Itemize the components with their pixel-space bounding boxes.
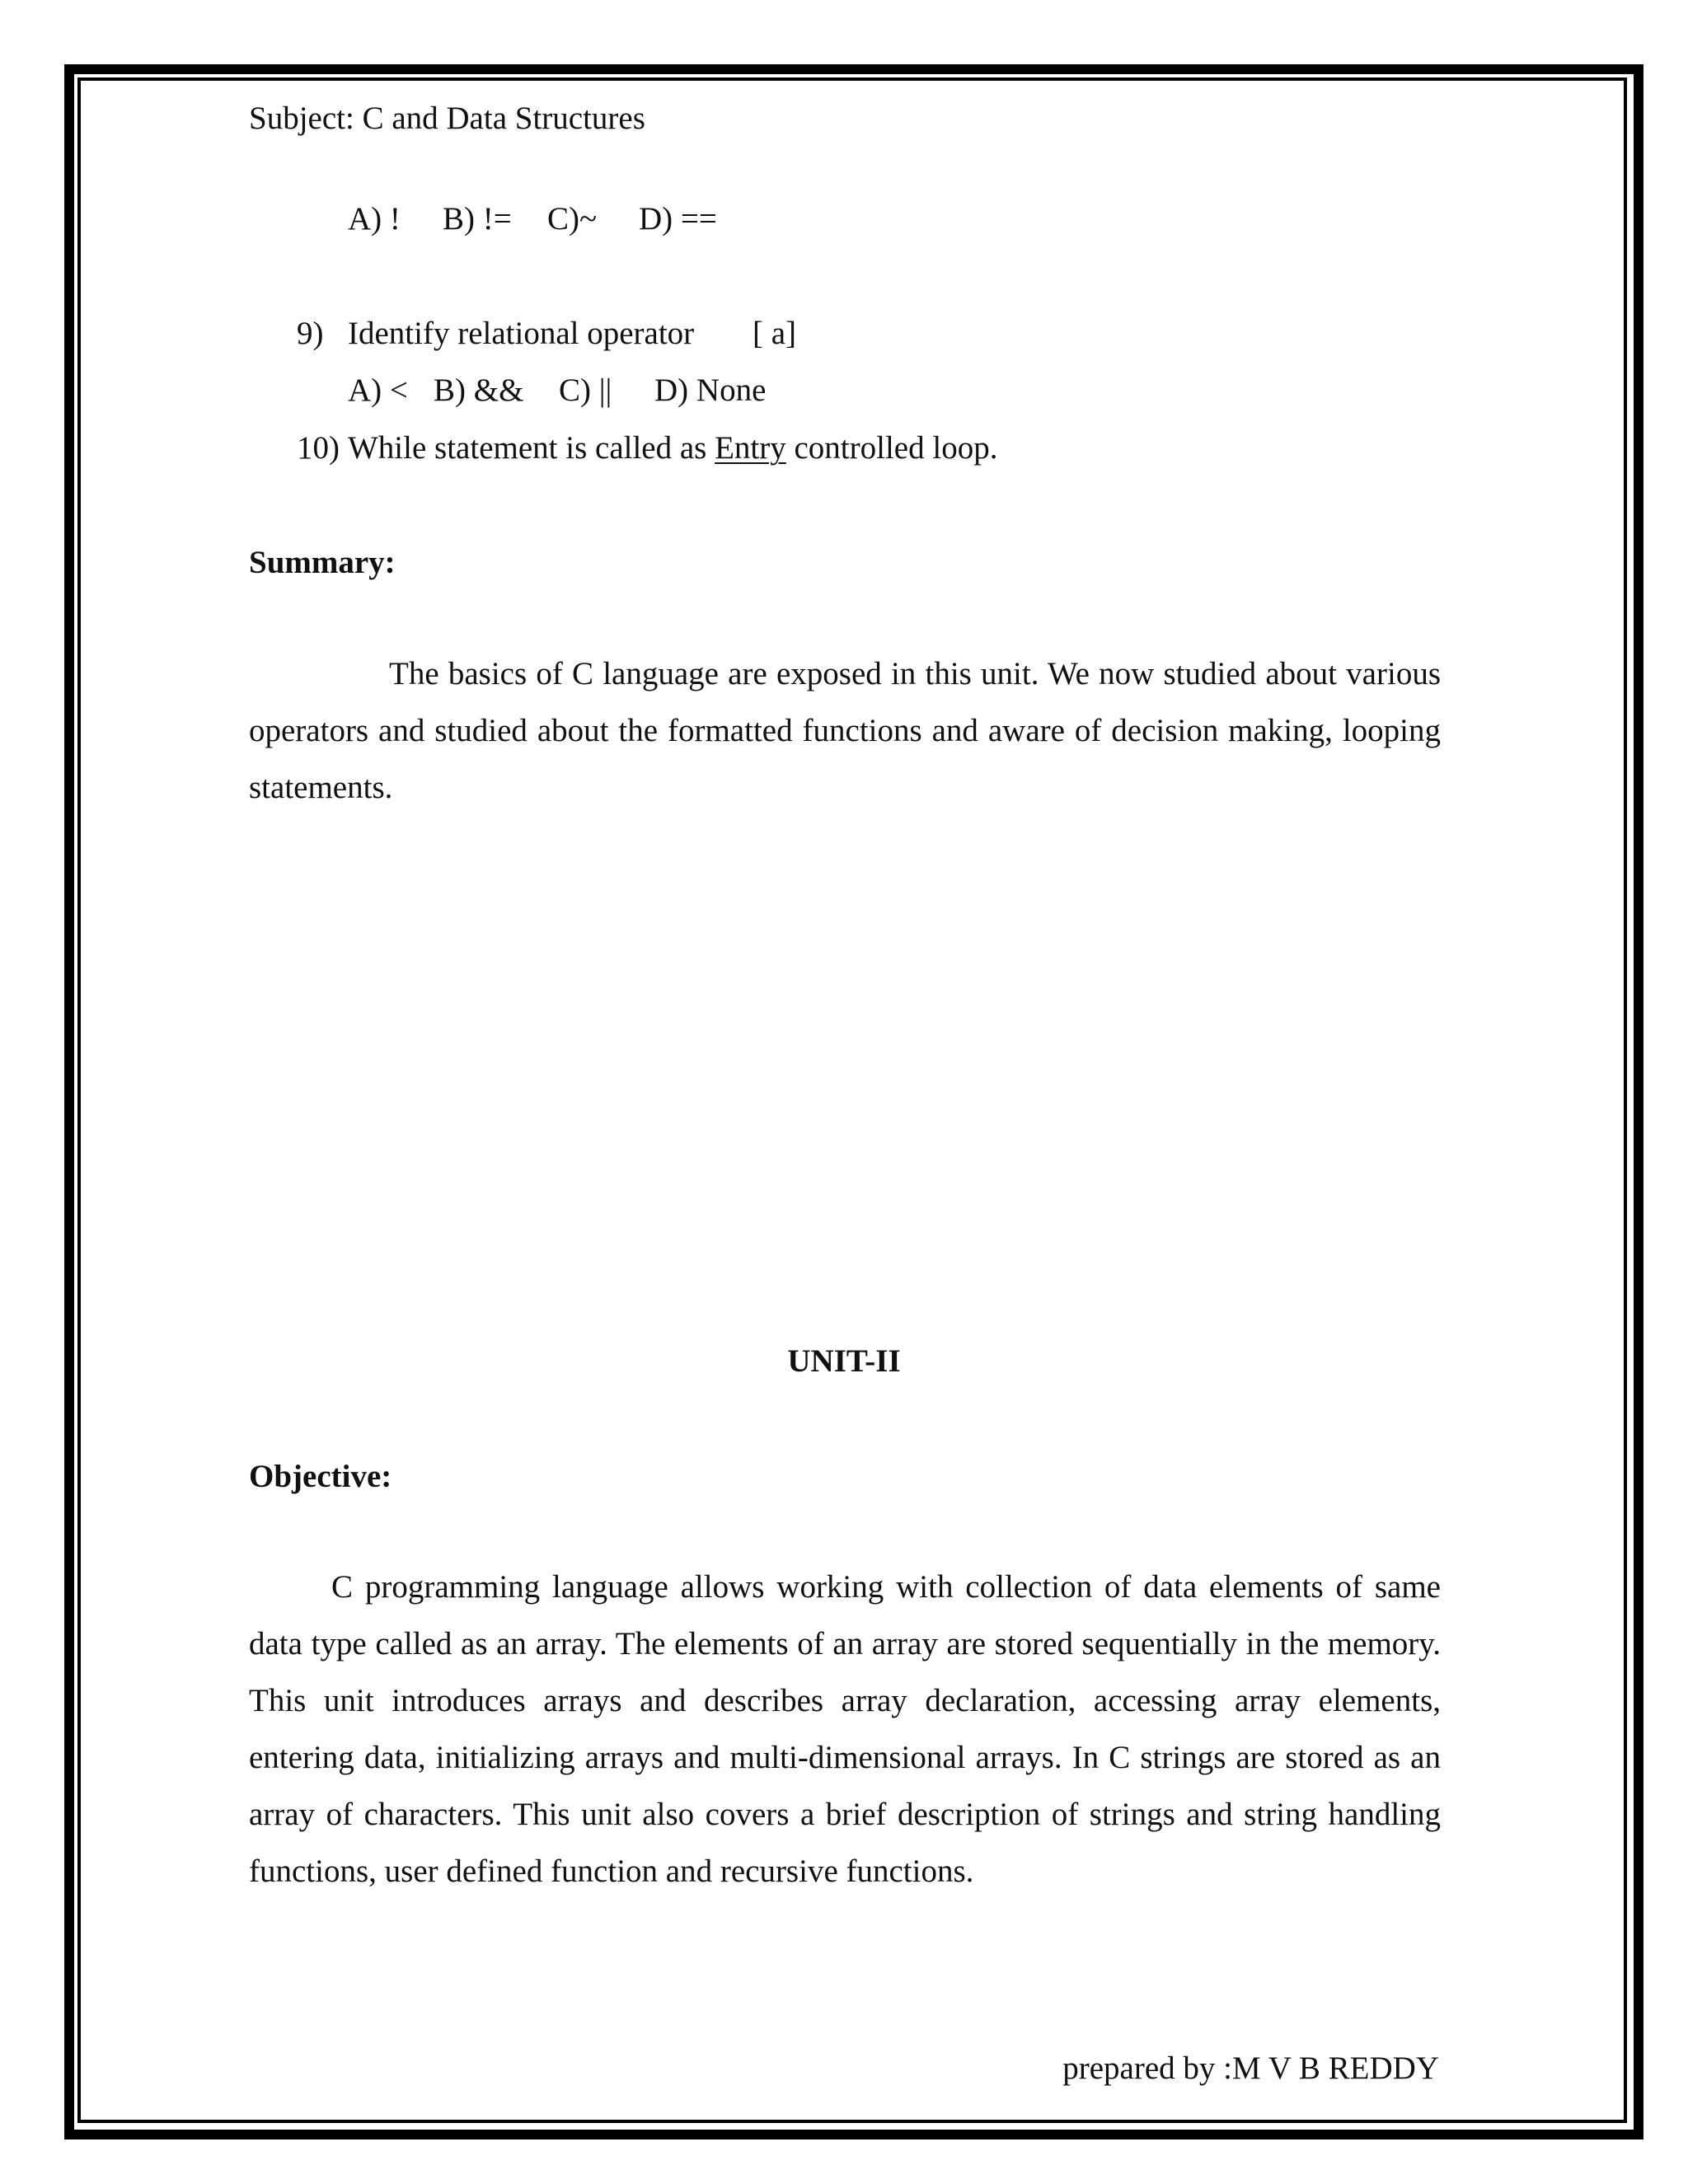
q10-answer: Entry <box>715 430 786 466</box>
q9-option-d: D) None <box>654 373 767 408</box>
q9-text: Identify relational operator <box>348 316 695 351</box>
q9-option-c: C) || <box>559 373 612 408</box>
q10-prefix: While statement is called as <box>348 430 707 466</box>
unit-title: UNIT-II <box>787 1343 901 1379</box>
objective-text: C programming language allows working with collection of data elements of same data type called as an array. The elements of an array are stored sequentially in the memory. This unit introduces arrays and describes array declaration, accessing array elements, entering data, initializing arrays and multi-dimensional arrays. In C strings are stored as an array of characters. This unit also covers a brief description of strings and string handling functions, user defined function and recursive functions. <box>249 1569 1441 1889</box>
q9-option-b: B) && <box>434 373 524 408</box>
q10-line <box>348 432 997 464</box>
q8-option-c: C)~ <box>547 201 598 237</box>
q10-number: 10) <box>297 430 340 466</box>
objective-heading: Objective: <box>249 1459 392 1494</box>
summary-text: The basics of C language are exposed in this unit. We now studied about various operators and studied about the formatted functions and aware of decision making, looping statements. <box>249 656 1441 805</box>
subject-header: Subject: C and Data Structures <box>249 101 645 136</box>
q10-suffix: controlled loop. <box>794 430 998 466</box>
prepared-by-footer: prepared by :M V B REDDY <box>1062 2050 1439 2086</box>
q9-number: 9) <box>297 316 324 351</box>
summary-heading: Summary: <box>249 545 396 580</box>
q9-answer: [ a] <box>753 316 797 351</box>
q8-option-b: B) != <box>443 201 512 237</box>
q8-option-d: D) == <box>639 201 717 237</box>
q9-option-a: A) < <box>348 373 408 408</box>
q8-option-a: A) ! <box>348 201 401 237</box>
